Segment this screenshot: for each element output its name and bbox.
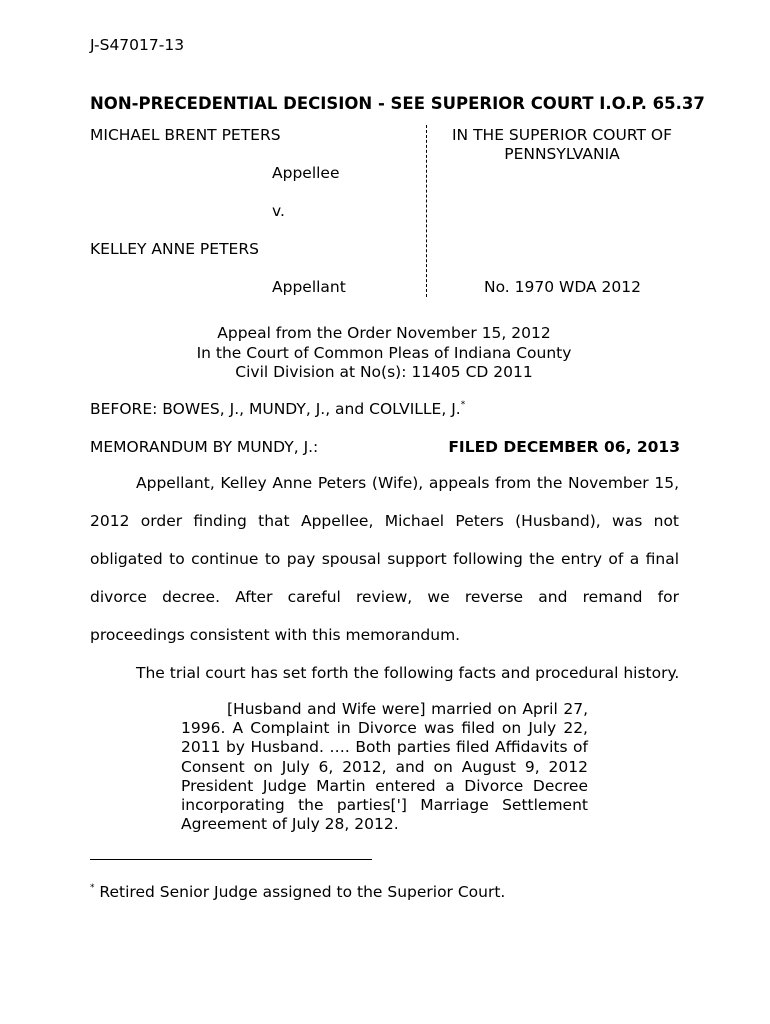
filed-date: FILED DECEMBER 06, 2013 xyxy=(448,438,680,456)
docket-number: J-S47017-13 xyxy=(90,36,185,54)
footnote-divider xyxy=(90,859,372,860)
appeal-info xyxy=(90,324,678,383)
party-two-role: Appellant xyxy=(272,278,346,296)
footnote xyxy=(90,883,505,901)
panel-footnote-marker: * xyxy=(460,400,466,410)
court-name: IN THE SUPERIOR COURT OF PENNSYLVANIA xyxy=(451,126,673,163)
memorandum-author: MEMORANDUM BY MUNDY, J.: xyxy=(90,438,319,456)
appeal-line-court: In the Court of Common Pleas of Indiana County xyxy=(196,343,572,362)
appeal-line-division: Civil Division at No(s): 11405 CD 2011 xyxy=(235,363,533,381)
body-paragraph-2: The trial court has set forth the following facts and procedural history. xyxy=(136,664,680,682)
footnote-text: Retired Senior Judge assigned to the Superior Court. xyxy=(94,883,506,901)
block-quote: [Husband and Wife were] married on April 27, 1996. A Complaint in Divorce was filed on July 22, 2011 by Husband. …. Both parties filed Affidavits of Consent on July 6, 2012, and on August 9, 2012 President Judge Martin entered a Divorce Decree incorporating the parties['] Marriage Settlement Agreement of July 28, 2012. xyxy=(181,700,588,834)
party-one-name: MICHAEL BRENT PETERS xyxy=(90,126,281,144)
case-number: No. 1970 WDA 2012 xyxy=(484,278,641,296)
party-one-role: Appellee xyxy=(272,164,340,182)
party-two-name: KELLEY ANNE PETERS xyxy=(90,240,259,258)
decision-notice: NON-PRECEDENTIAL DECISION - SEE SUPERIOR COURT I.O.P. 65.37 xyxy=(90,94,705,113)
footnote-marker: * xyxy=(90,883,95,893)
panel-judges: BEFORE: BOWES, J., MUNDY, J., and COLVILLE, J. xyxy=(90,400,461,418)
body-paragraph-1: Appellant, Kelley Anne Peters (Wife), appeals from the November 15, 2012 order finding that Appellee, Michael Peters (Husband), was not obligated to continue to pay spousal support following the entry of a final divorce decree. After careful review, we reverse and remand for proceedings consistent with this memorandum. xyxy=(90,474,679,644)
caption-divider xyxy=(426,125,427,297)
panel-line xyxy=(90,400,465,418)
versus-label: v. xyxy=(272,202,285,220)
appeal-line-order: Appeal from the Order November 15, 2012 xyxy=(217,324,551,342)
